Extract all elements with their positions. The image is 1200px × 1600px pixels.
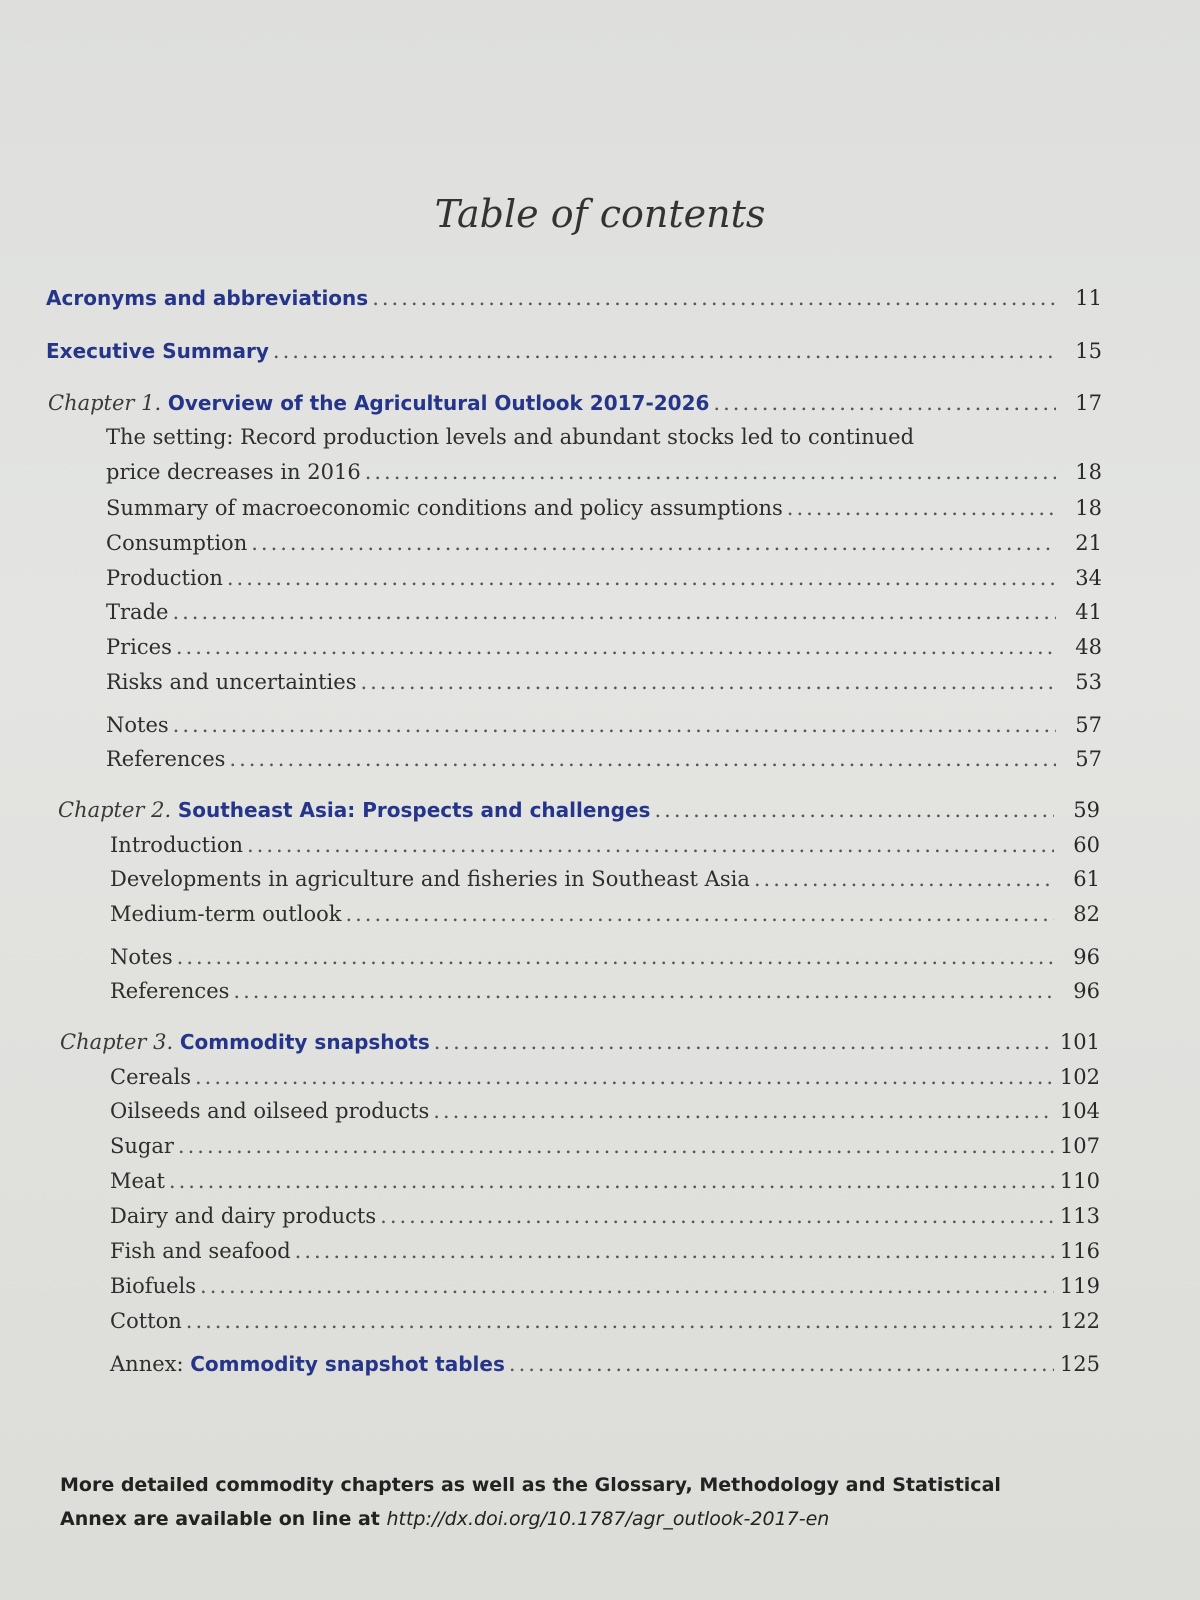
toc-entry-label: Oilseeds and oilseed products [110, 1099, 430, 1123]
toc-entry[interactable] [110, 1308, 1100, 1334]
toc-entry-prefix: Chapter 2. [58, 798, 178, 822]
toc-entry-label: Southeast Asia: Prospects and challenges [177, 798, 651, 822]
toc-entry-title [106, 746, 225, 772]
toc-entry[interactable] [106, 530, 1102, 556]
toc-entry-label: Fish and seafood [110, 1239, 291, 1263]
dot-leader [433, 1098, 1054, 1124]
toc-entry[interactable] [60, 1029, 1100, 1055]
toc-entry-label: Consumption [106, 531, 248, 555]
footer-url[interactable]: http://dx.doi.org/10.1787/agr_outlook-2017-en [386, 1508, 830, 1530]
toc-page-number: 96 [1073, 945, 1100, 969]
toc-entry[interactable] [110, 1168, 1100, 1194]
dot-leader [654, 797, 1054, 823]
dot-leader [273, 338, 1056, 364]
toc-entry[interactable] [106, 495, 1102, 521]
toc-entry-title [110, 1308, 182, 1334]
dot-leader [229, 746, 1056, 772]
dot-leader [434, 1029, 1054, 1055]
toc-entry-title [110, 901, 341, 927]
toc-entry-prefix: Annex: [110, 1352, 191, 1376]
footer-line-1: More detailed commodity chapters as well as the Glossary, Methodology and Statistical [60, 1474, 1001, 1496]
toc-entry[interactable] [110, 978, 1100, 1004]
toc-page-number: 102 [1059, 1065, 1100, 1089]
toc-entry[interactable] [110, 944, 1100, 970]
toc-page-number: 18 [1075, 460, 1102, 484]
toc-entry[interactable] [110, 901, 1100, 927]
toc-page-number: 48 [1075, 635, 1102, 659]
toc-entry-title [110, 832, 243, 858]
toc-page-number: 57 [1075, 747, 1102, 771]
footer-line-2: Annex are available on line at [60, 1508, 387, 1530]
toc-entry[interactable] [110, 1133, 1100, 1159]
toc-page-number: 116 [1059, 1239, 1100, 1263]
dot-leader [177, 944, 1054, 970]
toc-entry-label: Dairy and dairy products [110, 1204, 377, 1228]
toc-entry-label: Executive Summary [46, 339, 269, 363]
toc-entry-title [106, 565, 223, 591]
toc-entry-title [110, 1168, 165, 1194]
toc-entry-label: Trade [106, 600, 169, 624]
toc-entry[interactable] [110, 1064, 1100, 1090]
dot-leader [295, 1238, 1054, 1264]
toc-entry-title [60, 1029, 430, 1055]
toc-entry-title [110, 1273, 196, 1299]
toc-page-number: 15 [1075, 339, 1102, 363]
toc-page-number: 18 [1075, 496, 1102, 520]
toc-entry-label: Cereals [110, 1065, 191, 1089]
dot-leader [176, 634, 1056, 660]
dot-leader [233, 978, 1054, 1004]
dot-leader [372, 285, 1056, 311]
toc-entry-label: Introduction [110, 833, 243, 857]
dot-leader [178, 1133, 1054, 1159]
toc-page-number: 110 [1059, 1169, 1100, 1193]
toc-entry-label: Notes [106, 713, 169, 737]
dot-leader [365, 459, 1056, 485]
toc-entry-title [46, 338, 269, 364]
toc-page-number: 96 [1073, 979, 1100, 1003]
toc-entry-title [46, 285, 368, 311]
toc-entry-title [106, 712, 169, 738]
toc-entry-title [110, 978, 229, 1004]
toc-entry-title [110, 1351, 505, 1377]
toc-entry-title [110, 1098, 429, 1124]
dot-leader [754, 866, 1054, 892]
toc-entry-label: Summary of macroeconomic conditions and policy assumptions [106, 496, 783, 520]
toc-entry-label: Biofuels [110, 1274, 197, 1298]
dot-leader [360, 669, 1056, 695]
toc-entry-label: Overview of the Agricultural Outlook 2017-2026 [167, 391, 710, 415]
toc-entry[interactable] [106, 634, 1102, 660]
toc-entry[interactable] [110, 866, 1100, 892]
toc-page-number: 113 [1059, 1204, 1100, 1228]
toc-entry[interactable] [110, 1351, 1100, 1377]
toc-entry[interactable] [110, 1203, 1100, 1229]
dot-leader [509, 1351, 1054, 1377]
toc-page-number: 59 [1073, 798, 1100, 822]
toc-entry-title [106, 634, 172, 660]
toc-page-number: 107 [1059, 1134, 1100, 1158]
page-title: Table of contents [434, 192, 766, 236]
toc-entry-title [110, 1238, 291, 1264]
toc-entry-title [106, 669, 356, 695]
toc-entry-title [106, 599, 168, 625]
toc-entry[interactable] [110, 1238, 1100, 1264]
dot-leader [251, 530, 1056, 556]
dot-leader [200, 1273, 1054, 1299]
toc-entry-title [106, 459, 361, 485]
toc-page-number: 17 [1075, 391, 1102, 415]
toc-entry[interactable] [110, 1273, 1100, 1299]
dot-leader [227, 565, 1056, 591]
toc-entry-title [106, 530, 247, 556]
toc-page-number: 57 [1075, 713, 1102, 737]
dot-leader [173, 712, 1056, 738]
toc-entry-label: Developments in agriculture and fisheries in Southeast Asia [110, 867, 750, 891]
toc-entry-label: Cotton [110, 1309, 182, 1333]
toc-entry[interactable] [46, 285, 1102, 311]
toc-entry-title [48, 390, 709, 416]
toc-entry[interactable] [110, 1098, 1100, 1124]
toc-entry[interactable] [48, 390, 1102, 416]
toc-page-number: 122 [1059, 1309, 1100, 1333]
toc-entry-label: Risks and uncertainties [106, 670, 357, 694]
toc-entry-label: References [110, 979, 230, 1003]
dot-leader [186, 1308, 1054, 1334]
toc-entry-label: References [106, 747, 226, 771]
dot-leader [172, 599, 1056, 625]
toc-entry-label: Commodity snapshot tables [190, 1352, 505, 1376]
toc-entry-title [110, 1133, 174, 1159]
toc-entry-label: Commodity snapshots [179, 1030, 430, 1054]
toc-entry-title [110, 944, 173, 970]
toc-entry[interactable] [106, 599, 1102, 625]
toc-entry[interactable] [106, 712, 1102, 738]
toc-page-number: 41 [1075, 600, 1102, 624]
dot-leader [195, 1064, 1054, 1090]
toc-entry-label: Production [106, 566, 223, 590]
toc-page-number: 104 [1059, 1099, 1100, 1123]
toc-entry-wrapped-line: The setting: Record production levels and abundant stocks led to continued [106, 425, 915, 449]
dot-leader [380, 1203, 1054, 1229]
toc-entry[interactable] [58, 797, 1100, 823]
toc-entry-prefix: Chapter 1. [48, 391, 168, 415]
toc-page-number: 101 [1059, 1030, 1100, 1054]
dot-leader [713, 390, 1056, 416]
dot-leader [345, 901, 1054, 927]
toc-entry-title [110, 1064, 191, 1090]
toc-entry-title [110, 1203, 376, 1229]
footer-note [60, 1468, 1150, 1536]
toc-page-number: 11 [1075, 286, 1102, 310]
toc-entry-title [58, 797, 650, 823]
toc-page-number: 61 [1073, 867, 1100, 891]
toc-entry[interactable] [106, 565, 1102, 591]
toc-entry-label: Meat [110, 1169, 165, 1193]
toc-entry-label: Prices [106, 635, 172, 659]
toc-page-number: 34 [1075, 566, 1102, 590]
toc-entry[interactable] [106, 746, 1102, 772]
toc-page-number: 82 [1073, 902, 1100, 926]
toc-entry-label: price decreases in 2016 [106, 460, 361, 484]
toc-entry-label: Sugar [110, 1134, 174, 1158]
toc-entry-label: Acronyms and abbreviations [46, 286, 369, 310]
dot-leader [247, 832, 1054, 858]
toc-page-number: 119 [1059, 1274, 1100, 1298]
toc-entry[interactable] [110, 832, 1100, 858]
toc-entry-label: Notes [110, 945, 173, 969]
toc-page-number: 125 [1059, 1352, 1100, 1376]
toc-entry[interactable] [106, 459, 1102, 485]
toc-entry[interactable] [46, 338, 1102, 364]
toc-entry-prefix: Chapter 3. [60, 1030, 180, 1054]
toc-entry[interactable] [106, 669, 1102, 695]
toc-page-number: 60 [1073, 833, 1100, 857]
toc-entry-title [110, 866, 750, 892]
dot-leader [787, 495, 1056, 521]
toc-entry-label: Medium-term outlook [110, 902, 342, 926]
toc-entry-title [106, 495, 783, 521]
dot-leader [169, 1168, 1054, 1194]
toc-page-number: 53 [1075, 670, 1102, 694]
toc-page-number: 21 [1075, 531, 1102, 555]
